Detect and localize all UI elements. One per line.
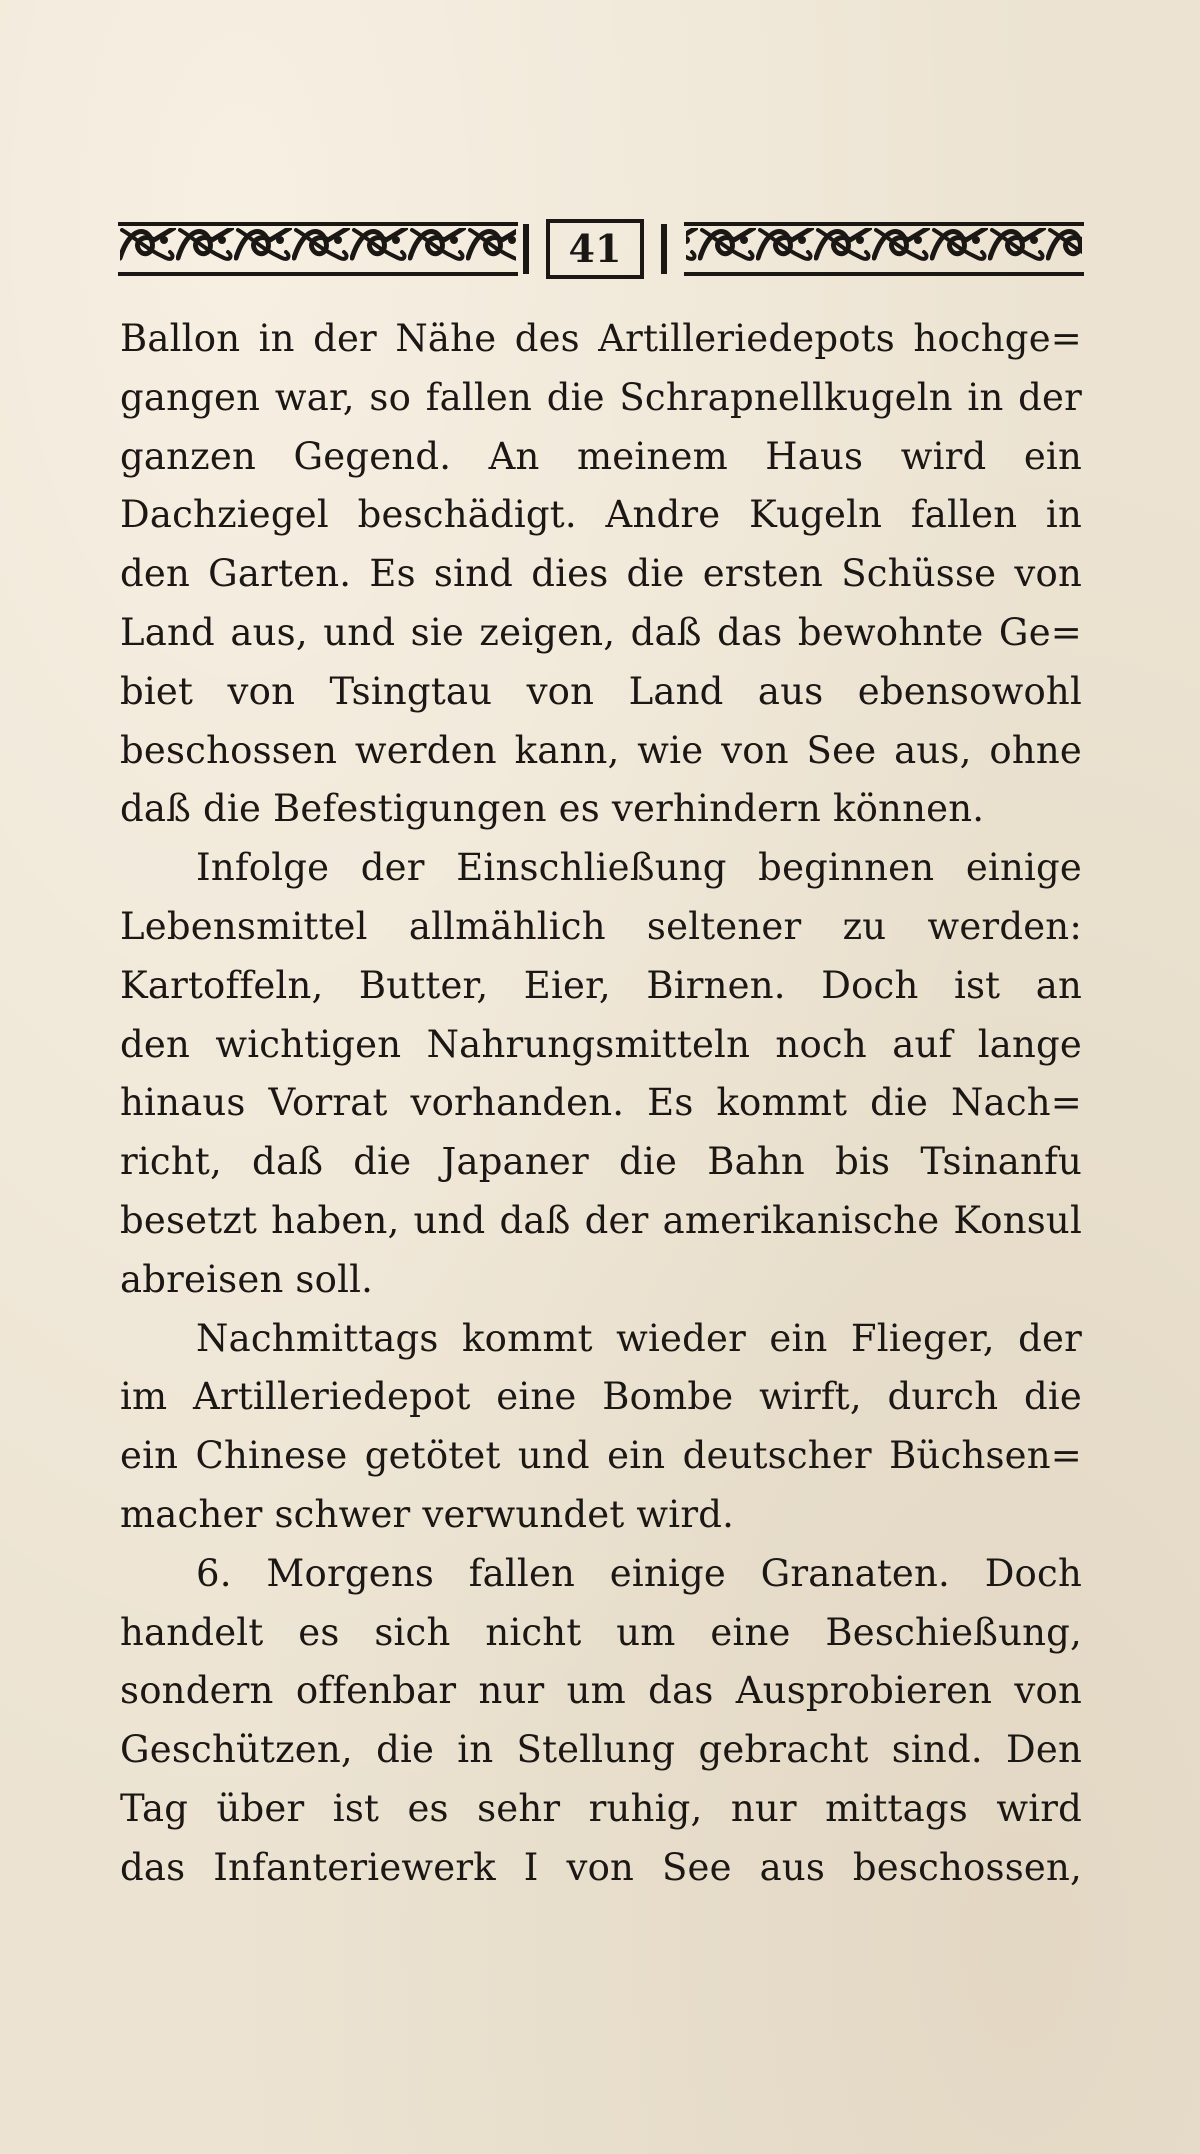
text-line: beschossen werden kann, wie von See aus, ohne — [120, 728, 1082, 772]
body-text — [120, 310, 1082, 1898]
text-line: richt, daß die Japaner die Bahn bis Tsinanfu — [120, 1140, 1082, 1184]
text-line: Geschützen, die in Stellung gebracht sind. Den — [120, 1728, 1082, 1772]
text-line: macher schwer verwundet wird. — [120, 1492, 735, 1536]
text-line: den wichtigen Nahrungsmitteln noch auf lange — [120, 1022, 1082, 1066]
text-line: Lebensmittel allmählich seltener zu werden: — [120, 904, 1082, 948]
text-line: Kartoffeln, Butter, Eier, Birnen. Doch ist an — [120, 963, 1082, 1007]
text-line: handelt es sich nicht um eine Beschießung, — [120, 1610, 1082, 1654]
page-number: 41 — [568, 226, 622, 271]
text-line: sondern offenbar nur um das Ausprobieren von — [120, 1669, 1082, 1713]
text-line: das Infanteriewerk I von See aus beschossen, — [120, 1845, 1082, 1889]
text-line: im Artilleriedepot eine Bombe wirft, durch die — [120, 1375, 1082, 1419]
text-line: ein Chinese getötet und ein deutscher Büchsen= — [120, 1434, 1082, 1478]
text-line: Infolge der Einschließung beginnen einige — [196, 846, 1082, 890]
text-line: den Garten. Es sind dies die ersten Schüsse von — [120, 552, 1082, 596]
text-line: hinaus Vorrat vorhanden. Es kommt die Nach= — [120, 1081, 1082, 1125]
text-line: daß die Befestigungen es verhindern können. — [120, 787, 985, 831]
text-line: Nachmittags kommt wieder ein Flieger, der — [196, 1316, 1082, 1360]
text-line: ganzen Gegend. An meinem Haus wird ein — [120, 434, 1082, 478]
text-line: gangen war, so fallen die Schrapnellkugeln in der — [120, 375, 1082, 419]
text-line: biet von Tsingtau von Land aus ebensowohl — [120, 669, 1082, 713]
text-line: Dachziegel beschädigt. Andre Kugeln fallen in — [120, 493, 1082, 537]
text-line: Ballon in der Nähe des Artilleriedepots hochge= — [120, 317, 1082, 360]
text-line: Land aus, und sie zeigen, daß das bewohnte Ge= — [120, 610, 1082, 654]
text-line: 6. Morgens fallen einige Granaten. Doch — [196, 1551, 1082, 1595]
text-line: abreisen soll. — [120, 1257, 374, 1301]
text-line: besetzt haben, und daß der amerikanische Konsul — [120, 1198, 1082, 1242]
ornament-band-icon — [118, 218, 1084, 280]
page-header-ornament — [118, 218, 1084, 280]
text-line: Tag über ist es sehr ruhig, nur mittags wird — [120, 1786, 1082, 1830]
